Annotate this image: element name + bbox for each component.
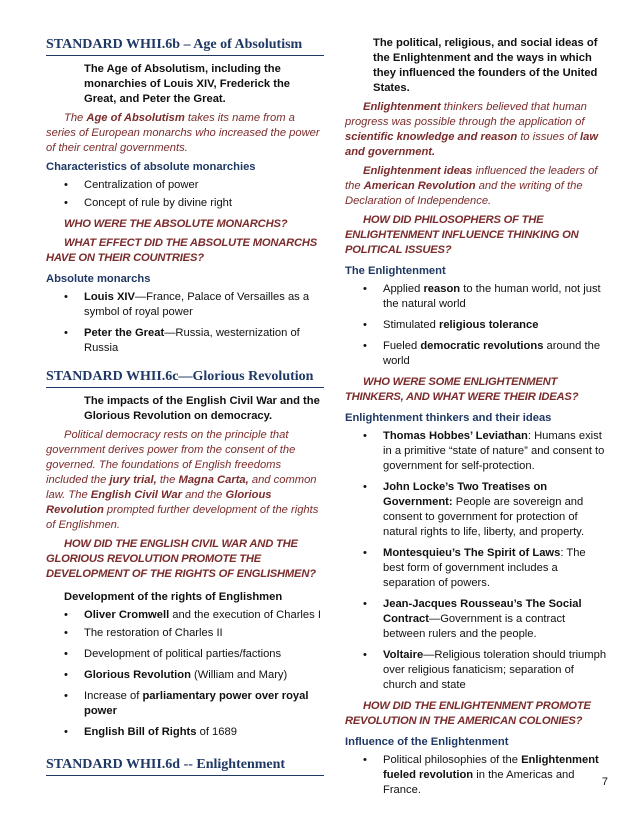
term: Thomas Hobbes’ Leviathan <box>383 430 528 442</box>
list-item <box>46 689 324 719</box>
text: and common law. The <box>46 474 317 501</box>
subheading-rights: Development of the rights of Englishmen <box>64 591 283 603</box>
text: thinkers believed that human progress was possible through the application of <box>345 101 587 128</box>
rights-list <box>46 608 324 740</box>
list-item <box>46 668 324 683</box>
list-item <box>46 326 324 356</box>
page-number: 7 <box>601 776 608 788</box>
term: Enlightenment fueled revolution <box>383 754 599 781</box>
question: HOW DID THE ENLIGHTENMENT PROMOTE REVOLUTION IN THE AMERICAN COLONIES? <box>345 700 591 727</box>
bullet-icon: • <box>363 430 367 442</box>
term: Montesquieu’s The Spirit of Laws <box>383 547 561 559</box>
text: Political democracy rests on the principle that government derives power from the consent of the governed. The foundations of English freedoms included the <box>46 429 296 486</box>
bullet-icon: • <box>64 197 68 209</box>
text: takes its name from a series of European monarchs who increased the power of their central governments. <box>46 112 320 154</box>
subheading-characteristics: Characteristics of absolute monarchies <box>46 161 256 173</box>
item-text: The restoration of Charles II <box>84 627 223 639</box>
term: English Civil War <box>90 489 182 501</box>
term: American Revolution <box>363 180 476 192</box>
bullet-icon: • <box>64 669 68 681</box>
list-item <box>345 546 607 591</box>
characteristics-list <box>46 178 324 211</box>
term: English Bill of Rights <box>84 726 197 738</box>
bullet-icon: • <box>64 179 68 191</box>
list-item <box>345 480 607 540</box>
item-text: Applied <box>383 283 424 295</box>
text: the <box>156 474 179 486</box>
item-text: Concept of rule by divine right <box>84 197 233 209</box>
bullet-icon: • <box>64 609 68 621</box>
left-column <box>46 36 324 782</box>
question: HOW DID PHILOSOPHERS OF THE ENLIGHTENMENT INFLUENCE THINKING ON POLITICAL ISSUES? <box>345 214 579 256</box>
bullet-icon: • <box>363 547 367 559</box>
item-text: and the execution of Charles I <box>169 609 321 621</box>
item-text: in the Americas and France. <box>383 769 575 796</box>
question: WHAT EFFECT DID THE ABSOLUTE MONARCHS HAVE ON THEIR COUNTRIES? <box>46 237 318 264</box>
item-text: Stimulated <box>383 319 439 331</box>
term: Jean-Jacques Rousseau’s The Social Contract <box>383 598 582 625</box>
subheading-influence: Influence of the Enlightenment <box>345 736 509 748</box>
term: Glorious Revolution <box>84 669 191 681</box>
item-text: : The best form of government includes a separation of powers. <box>383 547 586 589</box>
subheading-enlightenment: The Enlightenment <box>345 265 446 277</box>
list-item <box>345 339 607 369</box>
term: religious tolerance <box>438 319 539 331</box>
bullet-icon: • <box>363 598 367 610</box>
term: Glorious Revolution <box>46 489 272 516</box>
bullet-icon: • <box>64 690 68 702</box>
term: scientific knowledge and reason <box>345 131 518 143</box>
item-text: Political philosophies of the <box>383 754 522 766</box>
bullet-icon: • <box>64 627 68 639</box>
bullet-icon: • <box>363 340 367 352</box>
item-text: Centralization of power <box>84 179 199 191</box>
term: Enlightenment <box>363 101 441 113</box>
monarchs-list <box>46 290 324 356</box>
subheading-monarchs: Absolute monarchs <box>46 273 151 285</box>
question: WHO WERE THE ABSOLUTE MONARCHS? <box>64 218 288 230</box>
text: influenced the leaders of the <box>345 165 598 192</box>
term: reason <box>423 283 461 295</box>
text: to issues of <box>517 131 581 143</box>
list-item <box>46 608 324 623</box>
bullet-icon: • <box>64 291 68 303</box>
absolutism-paragraph <box>46 111 324 156</box>
list-item <box>46 647 324 662</box>
item-text: —Government is a contract between rulers and the people. <box>383 613 566 640</box>
enlightenment-ideas-paragraph <box>345 164 607 209</box>
term: Voltaire <box>383 649 424 661</box>
item-text: People are sovereign and consent to government for protection of natural rights to life, liberty, and property. <box>383 496 585 538</box>
monarch-name: Peter the Great <box>84 327 165 339</box>
list-item <box>345 753 607 798</box>
bullet-icon: • <box>363 649 367 661</box>
item-text: around the world <box>383 340 601 367</box>
item-text: Increase of <box>84 690 143 702</box>
bullet-icon: • <box>64 726 68 738</box>
right-column <box>345 36 607 804</box>
standard-description: The political, religious, and social ideas of the Enlightenment and the ways in which they influenced the founders of the United States. <box>373 37 598 94</box>
list-item <box>345 648 607 693</box>
glorious-paragraph <box>46 428 324 533</box>
item-text: —Religious toleration should triumph over religious fanaticism; separation of church and state <box>383 649 607 691</box>
list-item <box>345 597 607 642</box>
bullet-icon: • <box>363 754 367 766</box>
text: prompted further development of the rights of Englishmen. <box>46 504 319 531</box>
term: Enlightenment ideas <box>363 165 473 177</box>
item-text: (William and Mary) <box>190 669 288 681</box>
influence-list <box>345 753 607 798</box>
section-heading-absolutism: STANDARD WHII.6b – Age of Absolutism <box>46 36 324 56</box>
item-text: of 1689 <box>196 726 237 738</box>
subheading-thinkers: Enlightenment thinkers and their ideas <box>345 412 552 424</box>
list-item <box>46 178 324 193</box>
list-item <box>46 290 324 320</box>
standard-description: The impacts of the English Civil War and the Glorious Revolution on democracy. <box>84 395 320 422</box>
monarch-name: Louis XIV <box>84 291 135 303</box>
term: law and government. <box>345 131 599 158</box>
term: Age of Absolutism <box>86 112 185 124</box>
text: and the writing of the Declaration of Independence. <box>345 180 583 207</box>
item-text: Fueled <box>383 340 421 352</box>
thinkers-list <box>345 429 607 693</box>
term: John Locke’s Two Treatises on Government: <box>383 481 548 508</box>
bullet-icon: • <box>64 648 68 660</box>
list-item <box>46 626 324 641</box>
section-heading-enlightenment: STANDARD WHII.6d -- Enlightenment <box>46 756 324 776</box>
question: HOW DID THE ENGLISH CIVIL WAR AND THE GLORIOUS REVOLUTION PROMOTE THE DEVELOPMENT OF THE RIGHTS OF ENGLISHMEN? <box>46 538 316 580</box>
item-text: : Humans exist in a primitive “state of nature” and consent to government for self-protection. <box>383 430 605 472</box>
bullet-icon: • <box>363 481 367 493</box>
term: Magna Carta, <box>178 474 249 486</box>
enlightenment-list <box>345 282 607 369</box>
item-text: —France, Palace of Versailles as a symbol of royal power <box>84 291 310 318</box>
text: and the <box>181 489 226 501</box>
term: democratic revolutions <box>420 340 544 352</box>
item-text: —Russia, westernization of Russia <box>84 327 300 354</box>
list-item <box>345 282 607 312</box>
question: WHO WERE SOME ENLIGHTENMENT THINKERS, AND WHAT WERE THEIR IDEAS? <box>345 376 579 403</box>
item-text: Development of political parties/factions <box>84 648 282 660</box>
list-item <box>46 196 324 211</box>
list-item <box>345 318 607 333</box>
section-heading-glorious: STANDARD WHII.6c—Glorious Revolution <box>46 368 324 388</box>
standard-description: The Age of Absolutism, including the monarchies of Louis XIV, Frederick the Great, and Peter the Great. <box>84 63 290 105</box>
bullet-icon: • <box>363 319 367 331</box>
list-item <box>345 429 607 474</box>
bullet-icon: • <box>363 283 367 295</box>
term: jury trial, <box>109 474 157 486</box>
term: Oliver Cromwell <box>84 609 170 621</box>
bullet-icon: • <box>64 327 68 339</box>
item-text: to the human world, not just the natural world <box>383 283 601 310</box>
enlightenment-paragraph <box>345 100 607 160</box>
text: The <box>64 112 87 124</box>
term: parliamentary power over royal power <box>84 690 309 717</box>
list-item <box>46 725 324 740</box>
